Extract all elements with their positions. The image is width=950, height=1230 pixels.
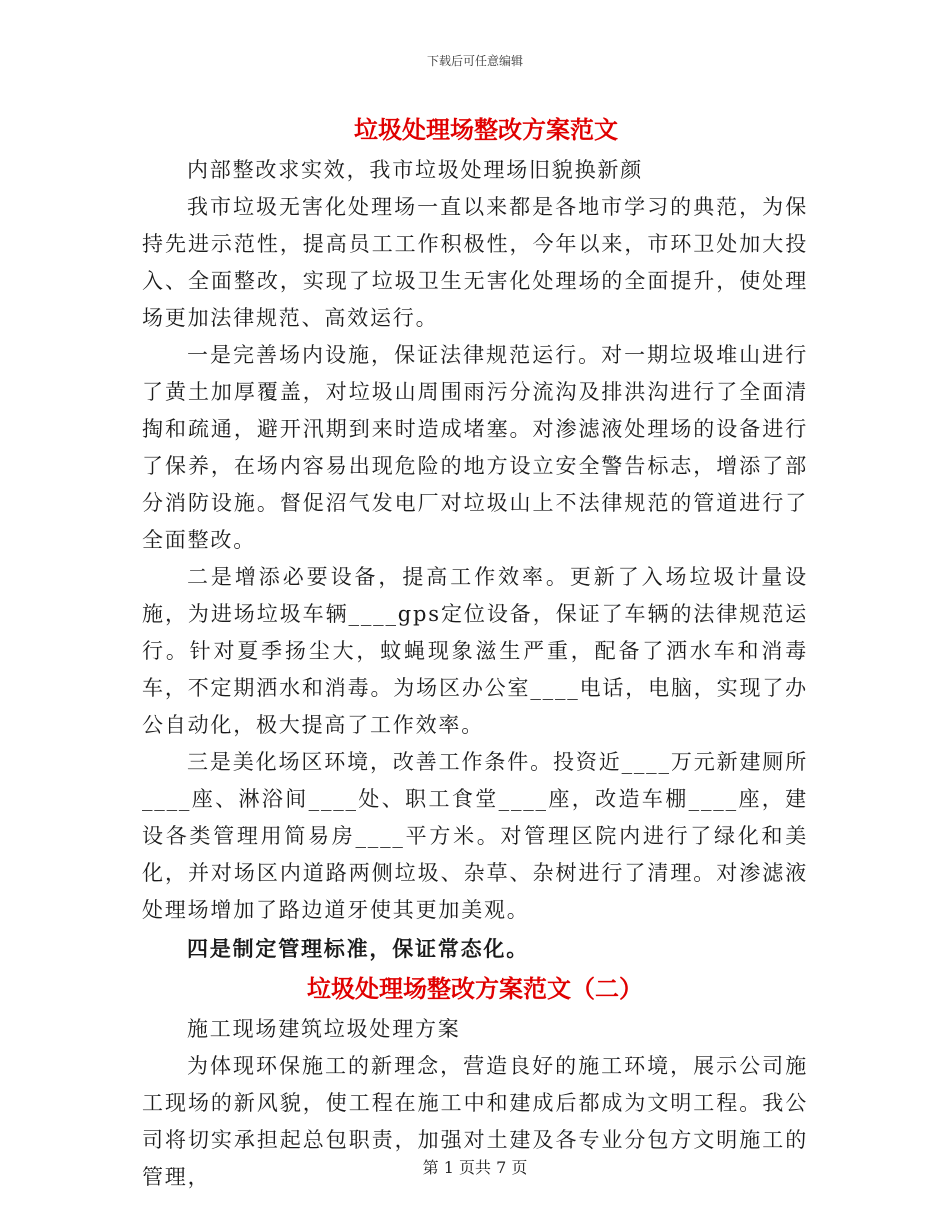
page-number-footer: 第 1 页共 7 页 bbox=[422, 1158, 528, 1177]
point-one-paragraph: 一是完善场内设施，保证法律规范运行。对一期垃圾堆山进行了黄土加厚覆盖，对垃圾山周围雨污分流沟及排洪沟进行了全面清掏和疏通，避开汛期到来时造成堵塞。对渗滤液处理场的设备进行了保养，在场内容易出现危险的地方设立安全警告标志，增添了部分消防设施。督促沼气发电厂对垃圾山上不法律规范的管道进行了全面整改。 bbox=[142, 343, 808, 552]
document-title: 垃圾处理场整改方案范文 bbox=[354, 115, 618, 144]
point-three-paragraph: 三是美化场区环境，改善工作条件。投资近____万元新建厕所____座、淋浴间____处、职工食堂____座，改造车棚____座，建设各类管理用简易房____平方米。对管理区院内进行了绿化和美化，并对场区内道路两侧垃圾、杂草、杂树进行了清理。对渗滤液处理场增加了路边道牙使其更加美观。 bbox=[142, 750, 808, 922]
point-two-paragraph: 二是增添必要设备，提高工作效率。更新了入场垃圾计量设施，为进场垃圾车辆____gps定位设备，保证了车辆的法律规范运行。针对夏季扬尘大，蚊蝇现象滋生严重，配备了洒水车和消毒车，不定期洒水和消毒。为场区办公室____电话，电脑，实现了办公自动化，极大提高了工作效率。 bbox=[142, 565, 808, 737]
intro-paragraph: 我市垃圾无害化处理场一直以来都是各地市学习的典范，为保持先进示范性，提高员工工作积极性，今年以来，市环卫处加大投入、全面整改，实现了垃圾卫生无害化处理场的全面提升，使处理场更加法律规范、高效运行。 bbox=[142, 195, 808, 330]
document-body bbox=[142, 108, 808, 1196]
section-two-title: 垃圾处理场整改方案范文（二） bbox=[307, 974, 643, 1003]
subtitle-paragraph: 内部整改求实效，我市垃圾处理场旧貌换新颜 bbox=[187, 158, 643, 182]
page-header-note: 下载后可任意编辑 bbox=[426, 54, 523, 68]
section-two-paragraph: 为体现环保施工的新理念，营造良好的施工环境，展示公司施工现场的新风貌，使工程在施工中和建成后都成为文明工程。我公司将切实承担起总包职责，加强对土建及各专业分包方文明施工的管理， bbox=[142, 1054, 808, 1189]
section-two-subtitle: 施工现场建筑垃圾处理方案 bbox=[187, 1017, 461, 1041]
point-four-paragraph: 四是制定管理标准，保证常态化。 bbox=[187, 936, 529, 961]
